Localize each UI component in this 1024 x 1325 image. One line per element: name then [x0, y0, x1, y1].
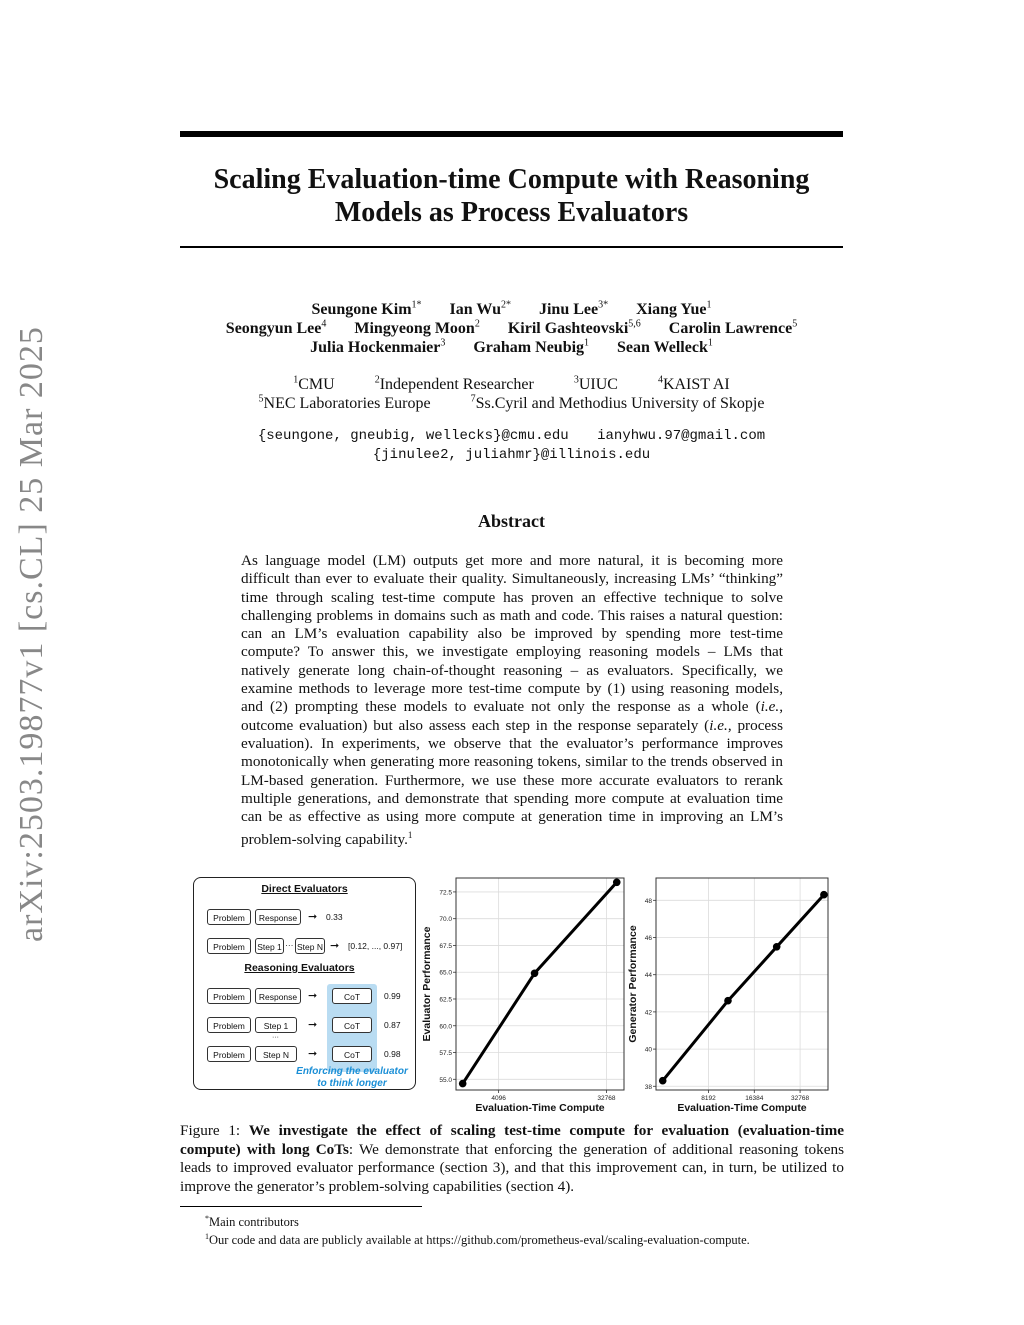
author: Seongyun Lee$^4$	[225, 319, 327, 338]
data-point	[724, 997, 732, 1005]
y-tick-label: 44	[644, 972, 652, 980]
footnote-marker[interactable]: 1	[407, 830, 413, 841]
y-axis-label: Generator Performance	[627, 925, 639, 1043]
problem-box: Problem	[207, 938, 251, 954]
emails-row-2	[180, 446, 843, 465]
arrow-icon: ➞	[308, 911, 318, 923]
abstract-body: As language model (LM) outputs get more and more natural, it is becoming more difficult than ever to evaluate their quality. Simultaneously, increasing LMs’ “thinking” time through scaling test-time compute has proven an effective technique to solve challenging problems in domains such as math and code. This raises a natural question: can an LM’s evaluation capability also be improved by spending more test-time compute? To answer this, we investigate employing reasoning models – LMs that natively generate long chain-of-thought reasoning – as evaluators. Specifically, we examine methods to leverage more test-time compute by (1) using reasoning models, and (2) prompting these models to evaluate not only the response as a whole (i.e., outcome evaluation) but also assess each step in the response separately (i.e., process evaluation). In experiments, we observe that the evaluator’s performance improves monotonically when generating more reasoning tokens, similar to the trends observed in LM-based generation. Furthermore, we use these more accurate evaluators to rerank multiple generations, and demonstrate that spending more compute at evaluation time can be as effective as using more compute at generation time in improving an LM’s problem-solving capability.$^1$	[241, 552, 783, 849]
paper-title	[180, 163, 843, 229]
y-tick-label: 72.5	[439, 889, 452, 897]
title-line-2: Models as Process Evaluators	[334, 197, 689, 228]
problem-box: Problem	[207, 1046, 251, 1062]
title-top-rule	[180, 131, 843, 137]
step-1-box: Step 1	[255, 1017, 297, 1033]
score-list: [0.12, ..., 0.97]	[348, 941, 403, 951]
problem-box: Problem	[207, 988, 251, 1004]
problem-box: Problem	[207, 1017, 251, 1033]
author: Jinu Lee$^{3*}$	[538, 300, 609, 319]
y-axis-label: Evaluator Performance	[421, 926, 433, 1042]
affiliation: $^5$NEC Laboratories Europe	[258, 394, 431, 413]
author: Ian $Wu^{2*}$	[449, 300, 511, 319]
abstract-heading: Abstract	[478, 511, 545, 531]
footnote-rule	[180, 1206, 422, 1207]
affiliation: $^1$CMU	[293, 375, 335, 394]
y-tick-label: 40	[644, 1046, 652, 1054]
y-tick-label: 46	[644, 935, 652, 943]
author: Kiril Gashteovski$^{5,6}$	[507, 319, 641, 338]
y-tick-label: 48	[644, 897, 652, 905]
steps-ellipsis: ···	[285, 940, 294, 950]
score-value: 0.87	[384, 1020, 401, 1030]
data-point	[531, 969, 539, 977]
author: Xiang Yue$^1$	[636, 300, 712, 319]
arxiv-stamp: arXiv:2503.19877v1 [cs.CL] 25 Mar 2025	[13, 326, 50, 942]
author: Julia Hockenmaier$^3$	[310, 338, 446, 357]
data-point	[820, 891, 828, 899]
affiliation: $^4$KAIST AI	[657, 375, 730, 394]
y-tick-label: 60.0	[439, 1023, 452, 1031]
step-1-box: Step 1	[255, 938, 284, 954]
title-line-1: Scaling Evaluation-time Compute with Reasoning	[213, 164, 810, 195]
authors-row-3	[180, 334, 843, 357]
affiliations-row-2	[180, 390, 843, 413]
step-n-box: Step N	[295, 938, 325, 954]
data-point	[659, 1077, 667, 1085]
author: Mingyeong Moon$^2$	[354, 319, 480, 338]
data-point	[613, 878, 621, 886]
emails-row-1	[180, 427, 843, 446]
generator-chart-svg	[624, 870, 834, 1115]
cot-box: CoT	[332, 1017, 372, 1033]
author: Sean Welleck$^1$	[617, 338, 713, 357]
x-tick-label: 16384	[745, 1095, 764, 1102]
score-value: 0.99	[384, 991, 401, 1001]
author: Graham Neubig$^1$	[473, 338, 590, 357]
author: Seungone Kim$^{1*}$	[311, 300, 422, 319]
evaluator-diagram	[193, 877, 416, 1090]
enforce-caption: Enforcing the evaluator to think longer	[296, 1066, 408, 1089]
footnote-code-availability: $^1$Our code and data are publicly available at https://github.com/prometheus-eval/scaling-evaluation-compute.	[205, 1232, 750, 1248]
plot-frame	[456, 878, 624, 1090]
arrow-icon: ➞	[308, 1048, 318, 1060]
cot-box: CoT	[332, 1046, 372, 1062]
affiliation: $^3$UIUC	[573, 375, 618, 394]
data-point	[773, 943, 781, 951]
response-box: Response	[255, 988, 301, 1004]
y-tick-label: 38	[644, 1083, 652, 1091]
x-tick-label: 8192	[701, 1095, 716, 1102]
y-tick-label: 70.0	[439, 916, 452, 924]
y-tick-label: 42	[644, 1009, 652, 1017]
evaluator-chart-svg	[418, 870, 630, 1115]
evaluator-performance-chart	[418, 870, 630, 1115]
arrow-icon: ➞	[308, 1019, 318, 1031]
step-n-box: Step N	[255, 1046, 297, 1062]
x-axis-label: Evaluation-Time Compute	[677, 1102, 807, 1114]
footnote-main-contributors: *Main contributors	[205, 1214, 299, 1230]
x-tick-label: 4096	[491, 1095, 506, 1102]
email-link[interactable]: {jinulee2, juliahmr}@illinois.edu	[372, 447, 651, 463]
data-point	[459, 1080, 467, 1088]
email-link[interactable]: {seungone, gneubig, wellecks}@cmu.edu	[257, 428, 569, 444]
figure-caption: Figure 1: We investigate the effect of scaling test-time compute for evaluation (evaluation-time compute) with long CoTs: We demonstrate that enforcing the generation of additional reasoning tokens leads to improved evaluator performance (section 3), and that this improvement can, in turn, be utilized to improve the generator’s problem-solving capabilities (section 4).	[180, 1122, 844, 1195]
score-value: 0.98	[384, 1049, 401, 1059]
y-tick-label: 55.0	[439, 1076, 452, 1084]
problem-box: Problem	[207, 909, 251, 925]
x-tick-label: 32768	[597, 1095, 616, 1102]
email-link[interactable]: ianyhwu.97@gmail.com	[597, 428, 766, 444]
vertical-ellipsis: ···	[272, 1034, 279, 1041]
score-value: 0.33	[326, 912, 343, 922]
arrow-icon: ➞	[308, 990, 318, 1002]
generator-performance-chart	[624, 870, 834, 1115]
response-box: Response	[255, 909, 301, 925]
y-tick-label: 57.5	[439, 1050, 452, 1058]
x-tick-label: 32768	[791, 1095, 810, 1102]
author: Carolin Lawrence$^5$	[668, 319, 798, 338]
y-tick-label: 65.0	[439, 969, 452, 977]
arrow-icon: ➞	[330, 940, 340, 952]
y-tick-label: 67.5	[439, 942, 452, 950]
affiliation: $^2$Independent Researcher	[374, 375, 534, 394]
y-tick-label: 62.5	[439, 996, 452, 1004]
cot-box: CoT	[332, 988, 372, 1004]
affiliation: $^7$Ss.Cyril and Methodius University of Skopje	[470, 394, 765, 413]
reasoning-evaluators-heading: Reasoning Evaluators	[244, 962, 355, 974]
x-axis-label: Evaluation-Time Compute	[475, 1102, 605, 1114]
direct-evaluators-heading: Direct Evaluators	[261, 883, 348, 895]
series-line	[463, 882, 617, 1083]
title-bottom-rule	[180, 246, 843, 248]
